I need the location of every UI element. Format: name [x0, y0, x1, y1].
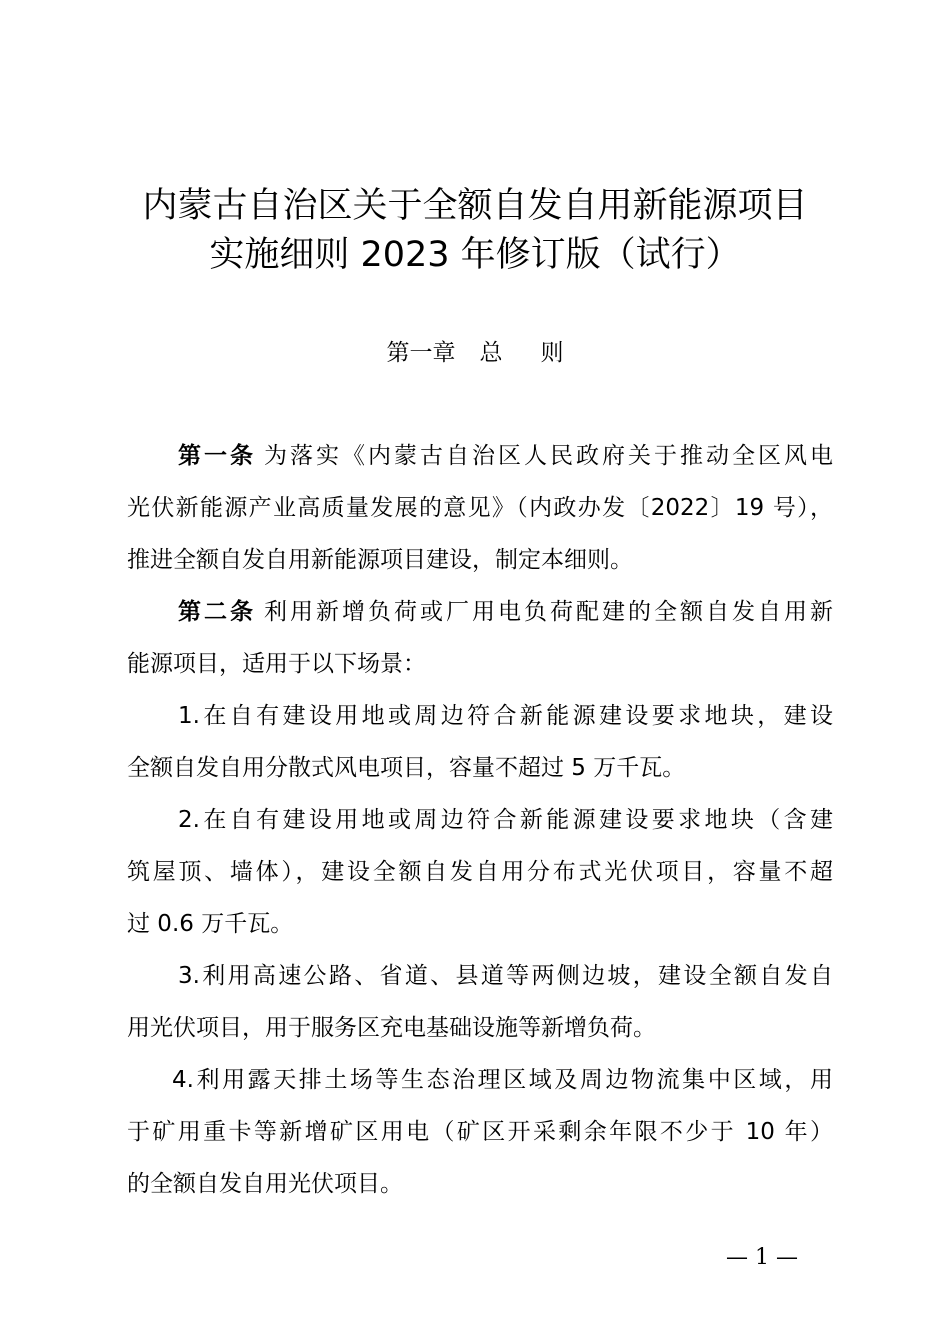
page-number: — 1 — [726, 1245, 798, 1270]
chapter-label: 第一章 [386, 340, 456, 366]
list-item-4 [127, 1054, 833, 1210]
article-line [127, 586, 833, 638]
article-line: 推进全额自发自用新能源项目建设，制定本细则。 [127, 547, 633, 573]
list-item-line: 筑屋顶、墙体），建设全额自发自用分布式光伏项目，容量不超 [127, 859, 833, 885]
article-heading: 第二条 [178, 599, 256, 625]
list-item-2 [127, 794, 833, 950]
article-line: 光伏新能源产业高质量发展的意见》（内政办发〔2022〕19 号）， [127, 495, 833, 521]
article-line: 能源项目，适用于以下场景： [127, 651, 426, 677]
article-heading: 第一条 [178, 443, 256, 469]
list-item-line: 于矿用重卡等新增矿区用电（矿区开采剩余年限不少于 10 年） [127, 1119, 833, 1145]
list-item-line: 1.在自有建设用地或周边符合新能源建设要求地块，建设 [178, 703, 833, 729]
document-title-line-1: 内蒙古自治区关于全额自发自用新能源项目 [142, 186, 808, 226]
list-item-line: 全额自发自用分散式风电项目，容量不超过 5 万千瓦。 [127, 755, 686, 781]
document-body [127, 430, 833, 1210]
document-title-line-2: 实施细则 2023 年修订版（试行） [209, 235, 741, 275]
chapter-word-1: 总 [479, 340, 503, 366]
list-item-line: 4.利用露天排土场等生态治理区域及周边物流集中区域，用 [172, 1067, 833, 1093]
list-item-line: 2.在自有建设用地或周边符合新能源建设要求地块（含建 [178, 807, 833, 833]
article-line [127, 430, 833, 482]
list-item-1 [127, 690, 833, 794]
article-1 [127, 430, 833, 586]
list-item-3 [127, 950, 833, 1054]
article-text: 为落实《内蒙古自治区人民政府关于推动全区风电 [264, 443, 833, 469]
list-item-line: 3.利用高速公路、省道、县道等两侧边坡，建设全额自发自 [178, 963, 833, 989]
article-2 [127, 586, 833, 690]
chapter-heading [0, 338, 950, 368]
article-text: 利用新增负荷或厂用电负荷配建的全额自发自用新 [264, 599, 833, 625]
chapter-word-2: 则 [540, 340, 564, 366]
list-item-line: 用光伏项目，用于服务区充电基础设施等新增负荷。 [127, 1015, 656, 1041]
list-item-line: 过 0.6 万千瓦。 [127, 911, 294, 937]
list-item-line: 的全额自发自用光伏项目。 [127, 1171, 403, 1197]
